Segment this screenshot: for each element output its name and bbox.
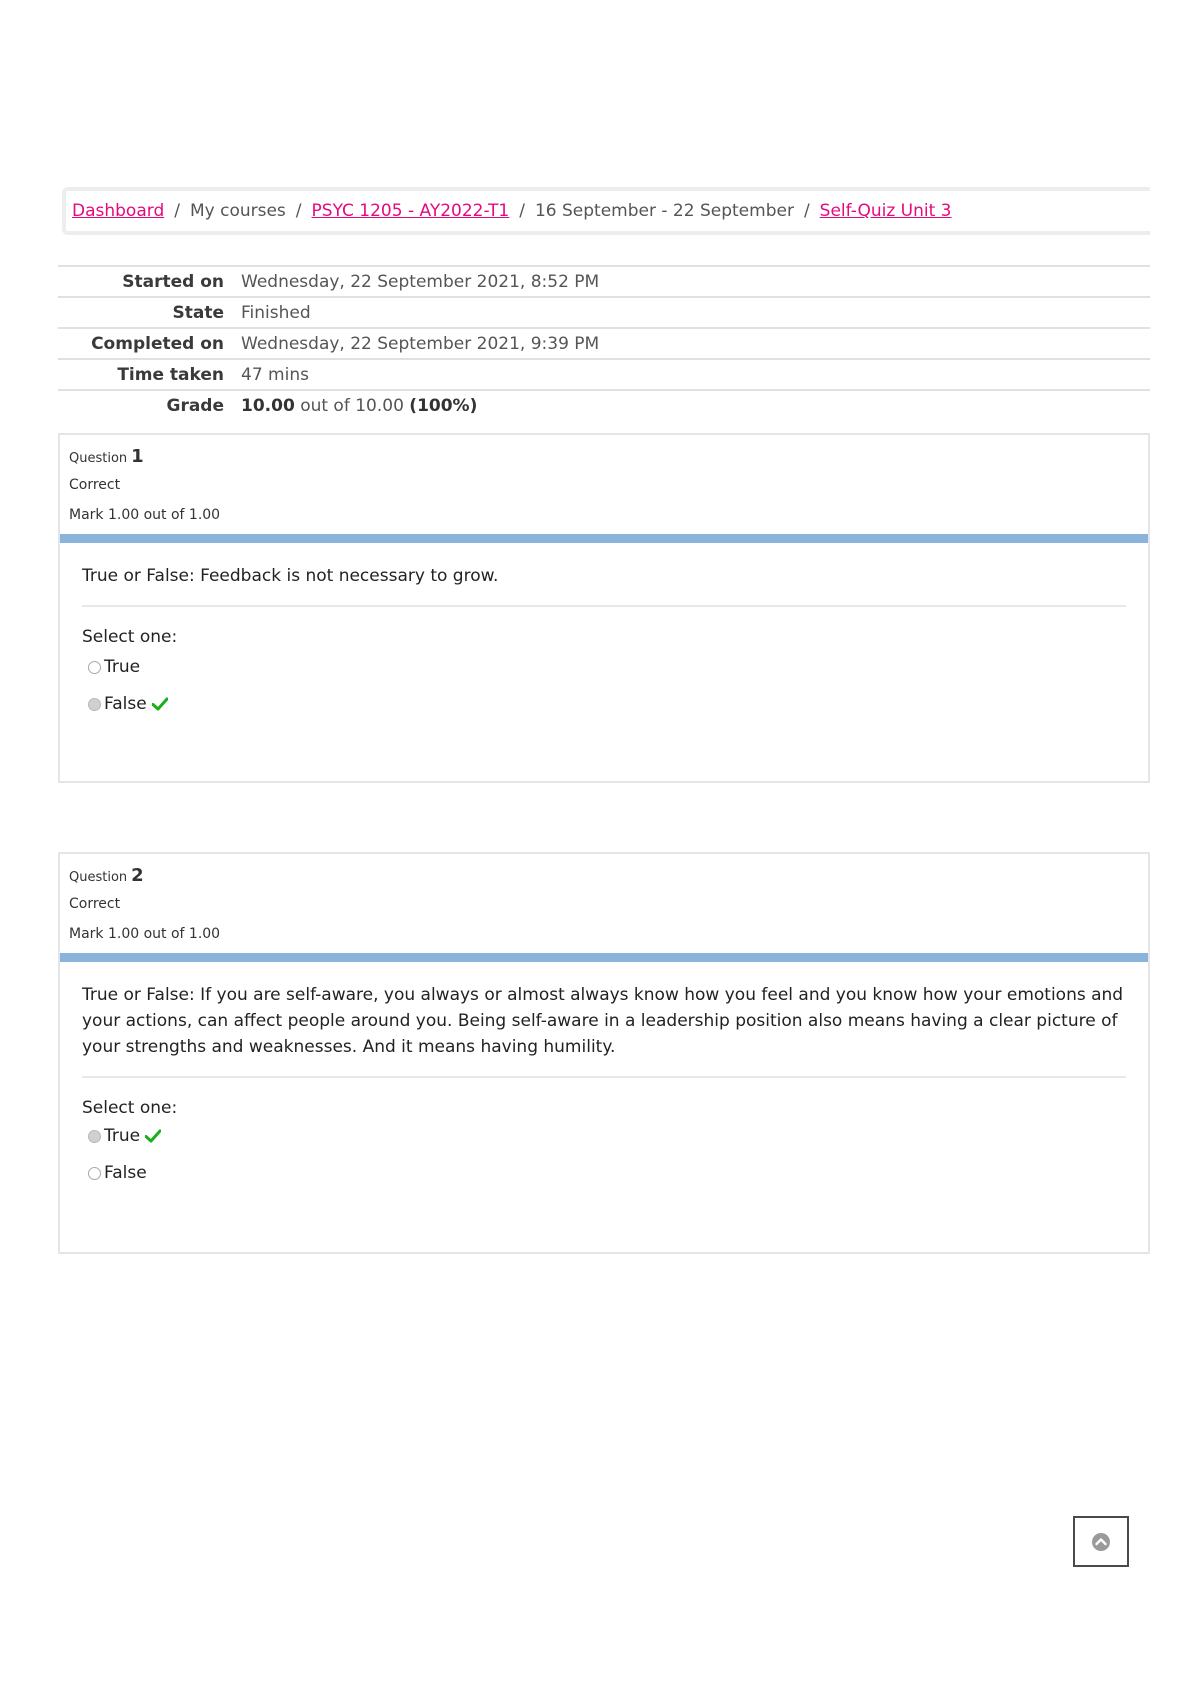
question-mark: Mark 1.00 out of 1.00 <box>69 926 221 942</box>
breadcrumb-course-link[interactable]: PSYC 1205 - AY2022-T1 <box>311 201 510 221</box>
breadcrumb-section: 16 September - 22 September <box>534 201 794 221</box>
radio-button[interactable] <box>88 661 101 674</box>
question-state: Correct <box>69 896 121 912</box>
question-state: Correct <box>69 477 121 493</box>
completed-on-label: Completed on <box>91 333 224 354</box>
question-mark: Mark 1.00 out of 1.00 <box>69 507 221 523</box>
breadcrumb-separator: / <box>803 201 810 221</box>
grade-score: 10.00 <box>241 395 295 416</box>
radio-button[interactable] <box>88 1167 101 1180</box>
breadcrumb-separator: / <box>519 201 525 221</box>
question-divider-bar <box>60 534 1148 543</box>
question-label: Question <box>69 451 128 466</box>
question-text: True or False: If you are self-aware, you always or almost always know how you feel and you know how your emotions and your actions, can affect people around you. Being self-aware in a leadership position also means having a clear picture of your strengths and weaknesses. And it means having humility. <box>82 982 1126 1078</box>
breadcrumb-separator: / <box>174 201 180 221</box>
question-info <box>60 854 1148 953</box>
summary-row-grade <box>58 389 1150 420</box>
summary-row-state <box>58 296 1150 327</box>
radio-button-selected[interactable] <box>88 698 101 711</box>
breadcrumb-dashboard-link[interactable]: Dashboard <box>72 201 165 221</box>
grade-label: Grade <box>166 395 224 416</box>
summary-row-time-taken <box>58 358 1150 389</box>
chevron-up-circle-icon <box>1091 1532 1111 1552</box>
breadcrumb-separator: / <box>295 201 302 221</box>
question-text: True or False: Feedback is not necessary to grow. <box>82 563 1126 607</box>
select-one-prompt: Select one: <box>82 627 178 647</box>
scroll-to-top-button[interactable] <box>1073 1516 1129 1567</box>
grade-out-of: out of 10.00 <box>300 395 404 416</box>
answer-option-true[interactable] <box>88 657 1126 677</box>
question-content <box>60 543 1148 714</box>
breadcrumb-quiz-link[interactable]: Self-Quiz Unit 3 <box>819 201 952 221</box>
state-value: Finished <box>241 302 311 323</box>
answer-option-false[interactable] <box>88 1163 1126 1183</box>
answer-label: True <box>104 657 141 677</box>
select-one-prompt: Select one: <box>82 1098 178 1118</box>
question-number-value: 1 <box>131 446 144 467</box>
question-number <box>69 865 144 886</box>
time-taken-value: 47 mins <box>241 364 309 385</box>
summary-row-started <box>58 265 1150 296</box>
breadcrumb-my-courses: My courses <box>189 201 286 221</box>
state-label: State <box>172 302 224 323</box>
summary-row-completed <box>58 327 1150 358</box>
question-label: Question <box>69 870 128 885</box>
grade-value <box>241 396 477 416</box>
started-on-label: Started on <box>122 271 224 292</box>
question-divider-bar <box>60 953 1148 962</box>
question-number <box>69 446 144 467</box>
grade-percent: (100%) <box>409 395 478 416</box>
question-content <box>60 962 1148 1183</box>
question-2 <box>58 852 1150 1254</box>
radio-button-selected[interactable] <box>88 1130 101 1143</box>
answer-option-true[interactable] <box>88 1126 1126 1146</box>
check-icon <box>145 1129 161 1143</box>
answer-label: False <box>104 694 147 714</box>
breadcrumb <box>62 187 1150 235</box>
question-1 <box>58 433 1150 783</box>
attempt-summary-table <box>58 265 1150 420</box>
answer-label: True <box>104 1126 141 1146</box>
completed-on-value: Wednesday, 22 September 2021, 9:39 PM <box>241 333 600 354</box>
check-icon <box>152 697 168 711</box>
question-info <box>60 435 1148 534</box>
started-on-value: Wednesday, 22 September 2021, 8:52 PM <box>241 271 600 292</box>
question-number-value: 2 <box>131 865 144 886</box>
answer-label: False <box>104 1163 147 1183</box>
answer-option-false[interactable] <box>88 694 1126 714</box>
time-taken-label: Time taken <box>117 364 224 385</box>
